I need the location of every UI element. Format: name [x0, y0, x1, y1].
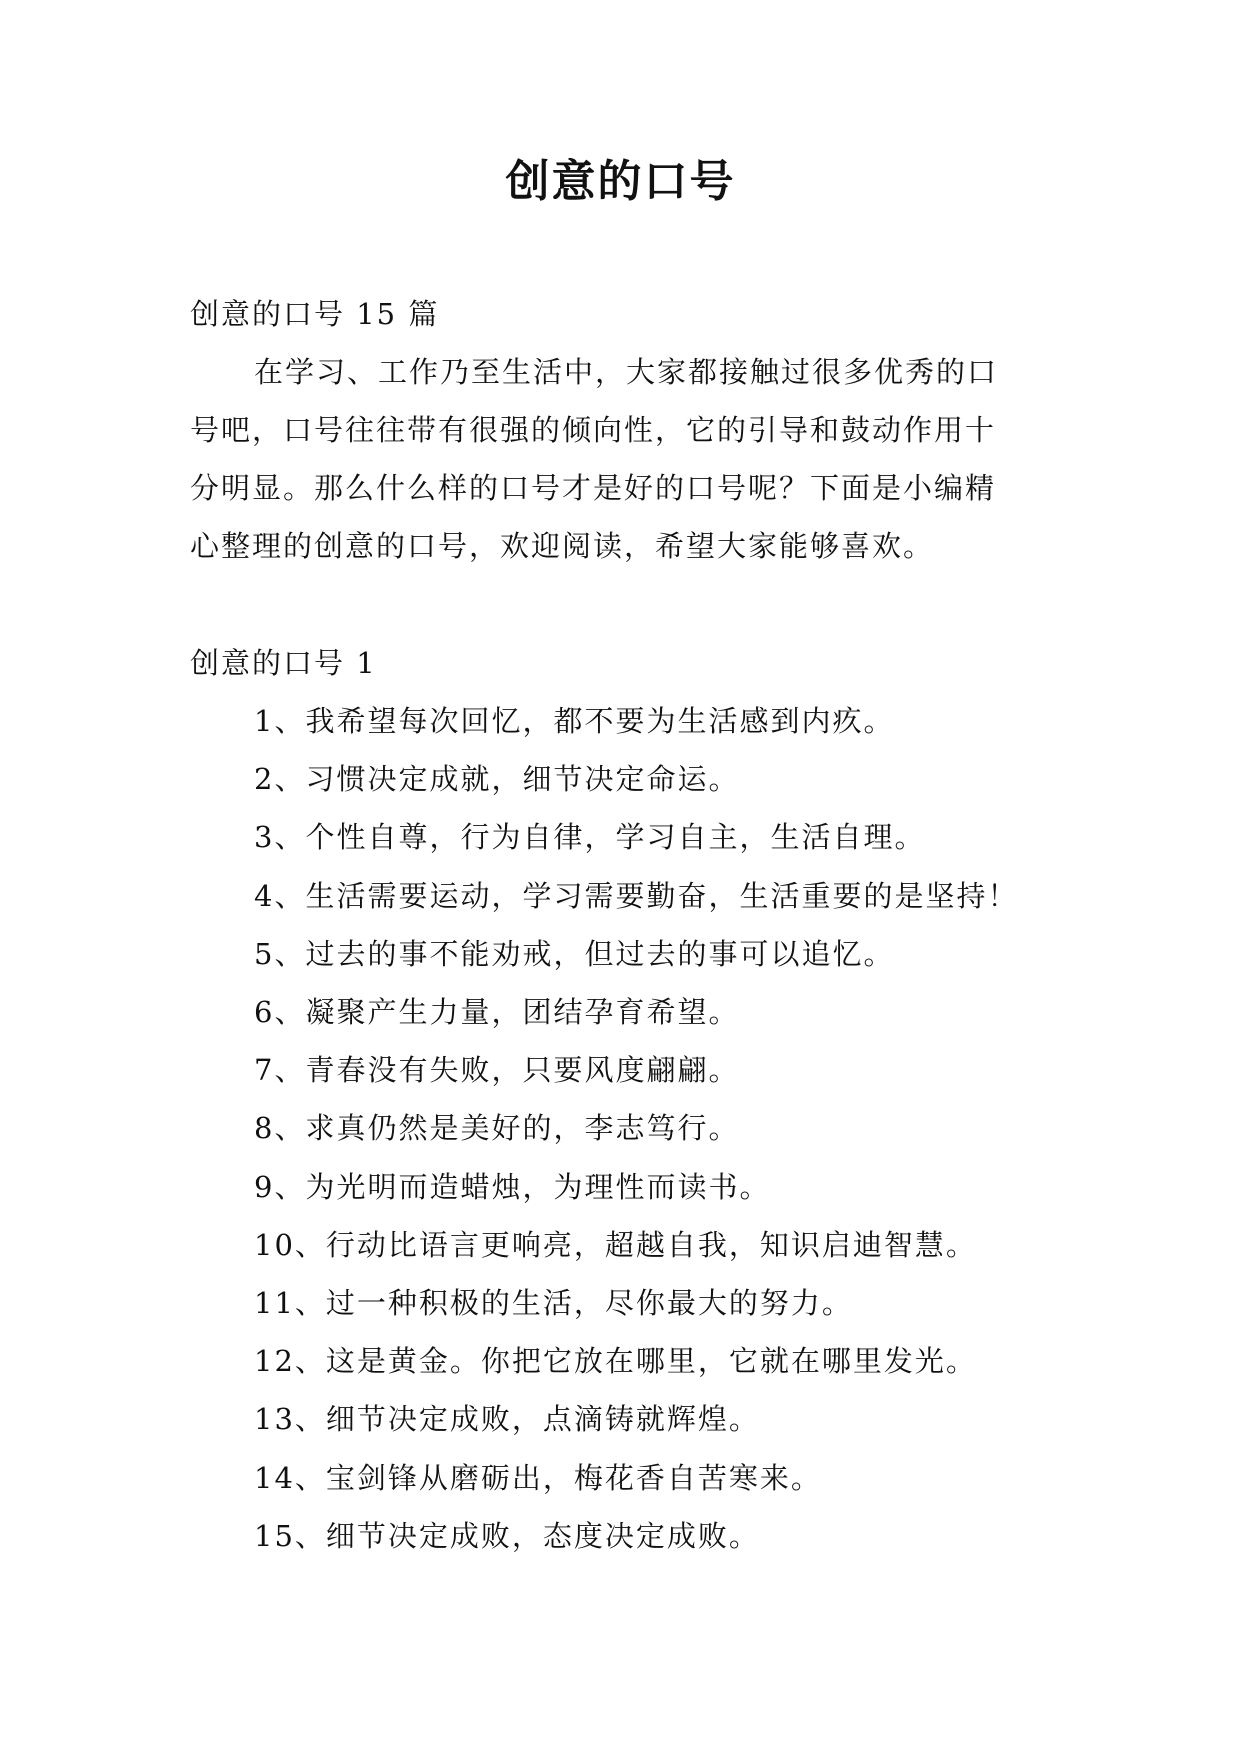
slogan-item: 13、细节决定成败，点滴铸就辉煌。 [254, 1402, 760, 1437]
slogan-item: 7、青春没有失败，只要风度翩翩。 [254, 1053, 740, 1088]
intro-line: 心整理的创意的口号，欢迎阅读，希望大家能够喜欢。 [190, 529, 935, 563]
section-title: 创意的口号 1 [190, 646, 377, 680]
intro-paragraph [190, 343, 1070, 575]
slogan-item: 2、习惯决定成就，细节决定命运。 [254, 762, 740, 797]
slogan-list [254, 692, 1018, 1565]
intro-line: 分明显。那么什么样的口号才是好的口号呢？下面是小编精 [190, 471, 997, 505]
slogan-item: 12、这是黄金。你把它放在哪里，它就在哪里发光。 [254, 1344, 977, 1379]
slogan-item: 9、为光明而造蜡烛，为理性而读书。 [254, 1169, 771, 1204]
slogan-item: 11、过一种积极的生活，尽你最大的努力。 [254, 1286, 853, 1321]
slogan-item: 15、细节决定成败，态度决定成败。 [254, 1518, 760, 1553]
intro-line: 在学习、工作乃至生活中，大家都接触过很多优秀的口 [254, 355, 999, 389]
slogan-item: 4、生活需要运动，学习需要勤奋，生活重要的是坚持！ [254, 878, 1019, 913]
slogan-item: 5、过去的事不能劝戒，但过去的事可以追忆。 [254, 936, 895, 971]
document-title: 创意的口号 [505, 156, 736, 207]
document-subtitle: 创意的口号 15 篇 [190, 297, 440, 331]
intro-line: 号吧，口号往往带有很强的倾向性，它的引导和鼓动作用十 [190, 413, 997, 447]
slogan-item: 1、我希望每次回忆，都不要为生活感到内疚。 [254, 704, 895, 738]
slogan-item: 8、求真仍然是美好的，李志笃行。 [254, 1111, 740, 1146]
slogan-item: 10、行动比语言更响亮，超越自我，知识启迪智慧。 [254, 1227, 977, 1262]
slogan-item: 6、凝聚产生力量，团结孕育希望。 [254, 995, 740, 1030]
slogan-item: 14、宝剑锋从磨砺出，梅花香自苦寒来。 [254, 1460, 822, 1495]
slogan-item: 3、个性自尊，行为自律，学习自主，生活自理。 [254, 820, 926, 855]
